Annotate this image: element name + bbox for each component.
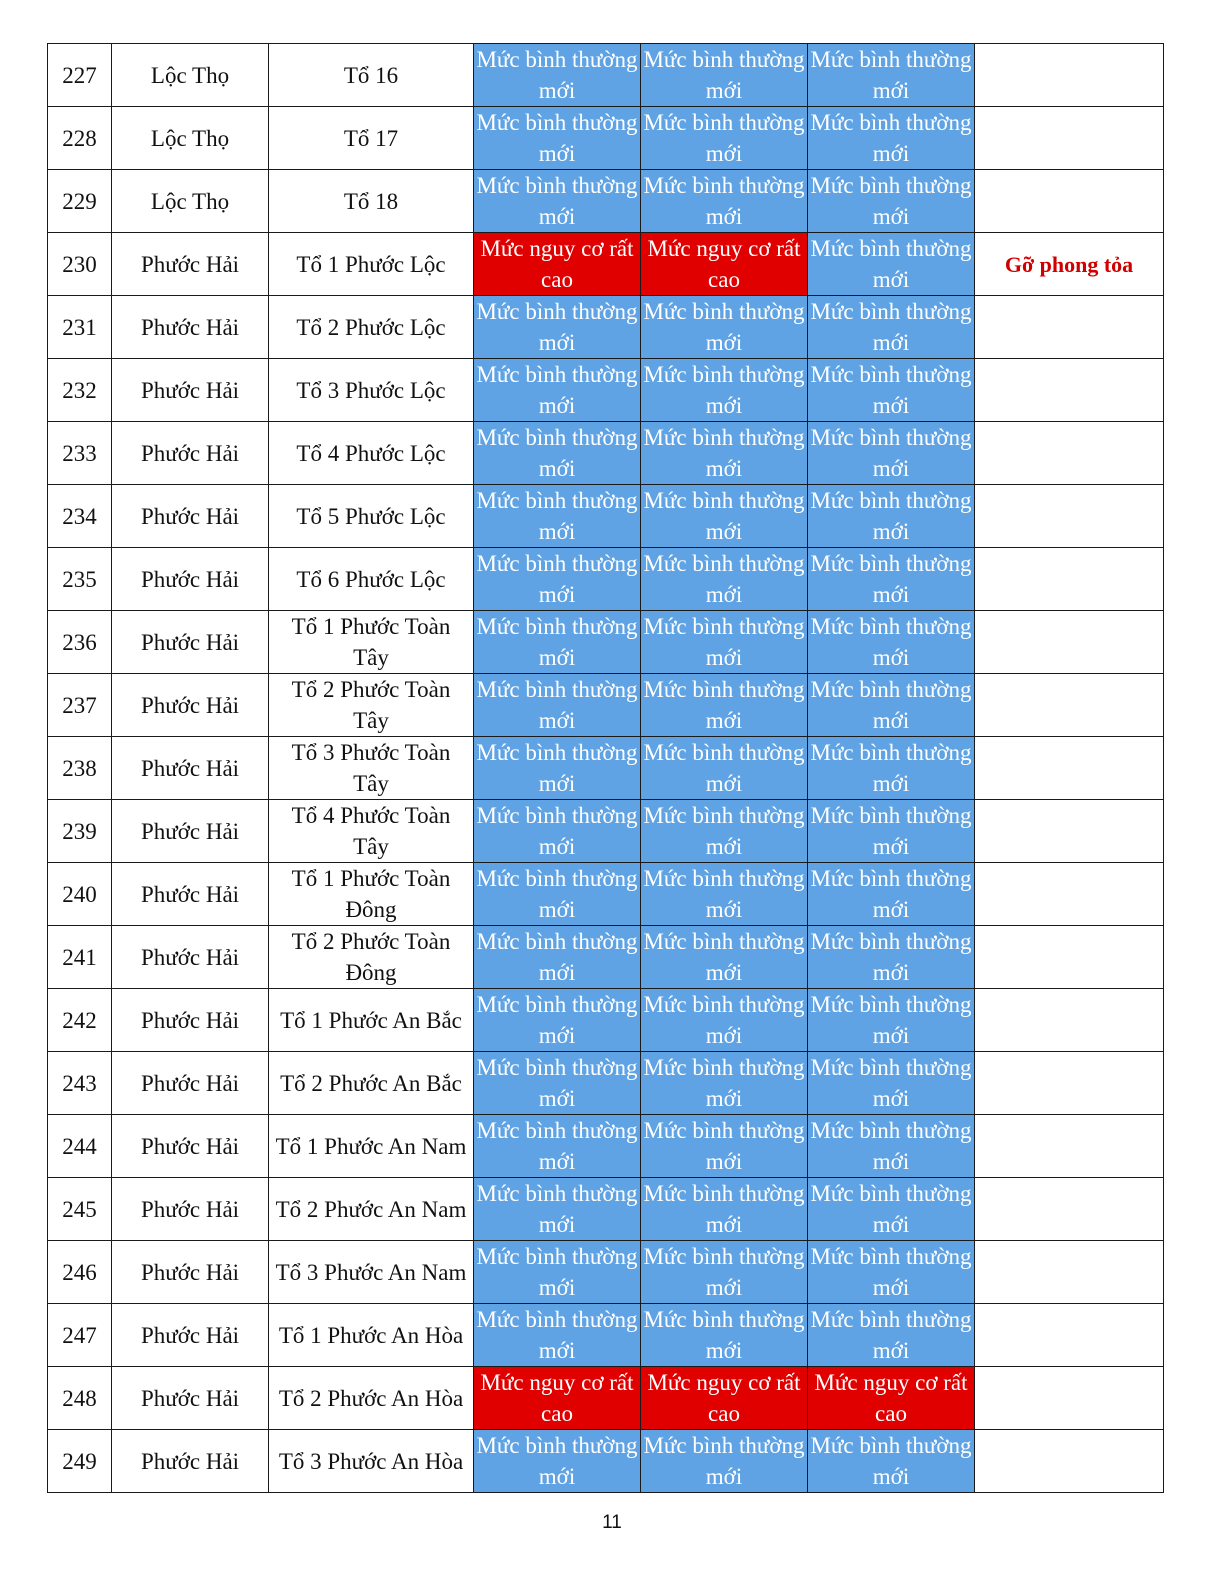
risk-level-cell: Mức bình thường mới bbox=[808, 674, 975, 737]
risk-level-cell: Mức bình thường mới bbox=[474, 44, 641, 107]
risk-level-cell: Mức nguy cơ rất cao bbox=[641, 233, 808, 296]
risk-level-cell: Mức bình thường mới bbox=[641, 44, 808, 107]
risk-level-cell: Mức bình thường mới bbox=[641, 674, 808, 737]
risk-level-cell: Mức bình thường mới bbox=[808, 737, 975, 800]
table-row bbox=[48, 1178, 1164, 1241]
row-number-cell: 248 bbox=[48, 1367, 112, 1430]
row-number-cell: 236 bbox=[48, 611, 112, 674]
risk-level-cell: Mức bình thường mới bbox=[808, 1304, 975, 1367]
risk-level-cell: Mức bình thường mới bbox=[474, 422, 641, 485]
row-number-cell: 242 bbox=[48, 989, 112, 1052]
group-cell: Tổ 3 Phước Lộc bbox=[269, 359, 474, 422]
note-cell bbox=[975, 674, 1164, 737]
risk-level-cell: Mức bình thường mới bbox=[808, 170, 975, 233]
row-number-cell: 229 bbox=[48, 170, 112, 233]
table-row bbox=[48, 44, 1164, 107]
risk-level-cell: Mức bình thường mới bbox=[474, 1430, 641, 1493]
ward-cell: Phước Hải bbox=[112, 1367, 269, 1430]
row-number-cell: 228 bbox=[48, 107, 112, 170]
risk-level-cell: Mức bình thường mới bbox=[808, 44, 975, 107]
group-cell: Tổ 2 Phước Toàn Đông bbox=[269, 926, 474, 989]
risk-level-cell: Mức bình thường mới bbox=[808, 1430, 975, 1493]
ward-cell: Phước Hải bbox=[112, 800, 269, 863]
risk-level-cell: Mức bình thường mới bbox=[808, 233, 975, 296]
table-row bbox=[48, 107, 1164, 170]
risk-level-cell: Mức bình thường mới bbox=[808, 107, 975, 170]
risk-level-cell: Mức bình thường mới bbox=[474, 296, 641, 359]
row-number-cell: 240 bbox=[48, 863, 112, 926]
ward-cell: Phước Hải bbox=[112, 296, 269, 359]
note-cell bbox=[975, 44, 1164, 107]
group-cell: Tổ 18 bbox=[269, 170, 474, 233]
risk-level-cell: Mức bình thường mới bbox=[808, 989, 975, 1052]
group-cell: Tổ 1 Phước Lộc bbox=[269, 233, 474, 296]
group-cell: Tổ 1 Phước An Hòa bbox=[269, 1304, 474, 1367]
group-cell: Tổ 2 Phước Toàn Tây bbox=[269, 674, 474, 737]
row-number-cell: 243 bbox=[48, 1052, 112, 1115]
group-cell: Tổ 2 Phước An Bắc bbox=[269, 1052, 474, 1115]
table-row bbox=[48, 863, 1164, 926]
group-cell: Tổ 1 Phước Toàn Tây bbox=[269, 611, 474, 674]
row-number-cell: 245 bbox=[48, 1178, 112, 1241]
risk-level-cell: Mức bình thường mới bbox=[808, 800, 975, 863]
group-cell: Tổ 1 Phước Toàn Đông bbox=[269, 863, 474, 926]
note-cell bbox=[975, 548, 1164, 611]
page-number: 11 bbox=[602, 1512, 622, 1533]
table-row bbox=[48, 170, 1164, 233]
note-cell bbox=[975, 1052, 1164, 1115]
ward-cell: Phước Hải bbox=[112, 548, 269, 611]
risk-level-cell: Mức bình thường mới bbox=[641, 1430, 808, 1493]
table-row bbox=[48, 548, 1164, 611]
risk-level-cell: Mức bình thường mới bbox=[808, 485, 975, 548]
risk-level-cell: Mức bình thường mới bbox=[808, 1241, 975, 1304]
note-cell bbox=[975, 1241, 1164, 1304]
risk-level-cell: Mức bình thường mới bbox=[808, 863, 975, 926]
risk-level-cell: Mức bình thường mới bbox=[641, 926, 808, 989]
table-row bbox=[48, 989, 1164, 1052]
ward-cell: Lộc Thọ bbox=[112, 170, 269, 233]
ward-cell: Phước Hải bbox=[112, 1304, 269, 1367]
risk-level-cell: Mức bình thường mới bbox=[474, 863, 641, 926]
note-cell bbox=[975, 485, 1164, 548]
group-cell: Tổ 4 Phước Toàn Tây bbox=[269, 800, 474, 863]
risk-level-cell: Mức bình thường mới bbox=[474, 800, 641, 863]
note-cell bbox=[975, 422, 1164, 485]
risk-level-cell: Mức bình thường mới bbox=[474, 1178, 641, 1241]
group-cell: Tổ 4 Phước Lộc bbox=[269, 422, 474, 485]
table-row bbox=[48, 611, 1164, 674]
row-number-cell: 233 bbox=[48, 422, 112, 485]
risk-level-cell: Mức bình thường mới bbox=[641, 485, 808, 548]
table-row bbox=[48, 800, 1164, 863]
group-cell: Tổ 2 Phước Lộc bbox=[269, 296, 474, 359]
risk-level-cell: Mức bình thường mới bbox=[641, 800, 808, 863]
note-cell bbox=[975, 989, 1164, 1052]
risk-level-cell: Mức bình thường mới bbox=[808, 422, 975, 485]
risk-level-cell: Mức bình thường mới bbox=[641, 1115, 808, 1178]
risk-level-cell: Mức nguy cơ rất cao bbox=[474, 1367, 641, 1430]
risk-level-cell: Mức bình thường mới bbox=[474, 926, 641, 989]
row-number-cell: 235 bbox=[48, 548, 112, 611]
risk-level-cell: Mức bình thường mới bbox=[808, 296, 975, 359]
risk-level-cell: Mức bình thường mới bbox=[641, 107, 808, 170]
note-cell bbox=[975, 107, 1164, 170]
row-number-cell: 230 bbox=[48, 233, 112, 296]
note-cell bbox=[975, 926, 1164, 989]
risk-level-cell: Mức bình thường mới bbox=[474, 548, 641, 611]
group-cell: Tổ 16 bbox=[269, 44, 474, 107]
ward-cell: Phước Hải bbox=[112, 485, 269, 548]
risk-level-cell: Mức nguy cơ rất cao bbox=[808, 1367, 975, 1430]
risk-level-cell: Mức bình thường mới bbox=[474, 1052, 641, 1115]
ward-cell: Phước Hải bbox=[112, 863, 269, 926]
row-number-cell: 241 bbox=[48, 926, 112, 989]
risk-level-table bbox=[47, 43, 1164, 1493]
note-cell bbox=[975, 170, 1164, 233]
group-cell: Tổ 3 Phước Toàn Tây bbox=[269, 737, 474, 800]
risk-level-cell: Mức bình thường mới bbox=[641, 737, 808, 800]
ward-cell: Phước Hải bbox=[112, 1115, 269, 1178]
row-number-cell: 232 bbox=[48, 359, 112, 422]
note-cell bbox=[975, 1367, 1164, 1430]
risk-level-cell: Mức bình thường mới bbox=[474, 989, 641, 1052]
risk-level-cell: Mức bình thường mới bbox=[808, 1052, 975, 1115]
table-row bbox=[48, 737, 1164, 800]
note-cell bbox=[975, 1178, 1164, 1241]
note-cell bbox=[975, 611, 1164, 674]
ward-cell: Lộc Thọ bbox=[112, 107, 269, 170]
risk-level-cell: Mức bình thường mới bbox=[641, 1178, 808, 1241]
risk-level-cell: Mức bình thường mới bbox=[641, 170, 808, 233]
risk-level-cell: Mức bình thường mới bbox=[808, 359, 975, 422]
risk-level-cell: Mức bình thường mới bbox=[641, 422, 808, 485]
ward-cell: Phước Hải bbox=[112, 737, 269, 800]
risk-level-cell: Mức bình thường mới bbox=[641, 863, 808, 926]
table-row bbox=[48, 926, 1164, 989]
risk-level-cell: Mức nguy cơ rất cao bbox=[641, 1367, 808, 1430]
row-number-cell: 239 bbox=[48, 800, 112, 863]
note-cell bbox=[975, 1304, 1164, 1367]
risk-level-cell: Mức bình thường mới bbox=[474, 1304, 641, 1367]
group-cell: Tổ 17 bbox=[269, 107, 474, 170]
ward-cell: Phước Hải bbox=[112, 989, 269, 1052]
table-row bbox=[48, 1241, 1164, 1304]
risk-level-cell: Mức bình thường mới bbox=[808, 1115, 975, 1178]
note-cell bbox=[975, 737, 1164, 800]
table-body bbox=[48, 44, 1164, 1493]
risk-level-cell: Mức bình thường mới bbox=[474, 485, 641, 548]
ward-cell: Phước Hải bbox=[112, 674, 269, 737]
note-cell bbox=[975, 863, 1164, 926]
note-cell bbox=[975, 800, 1164, 863]
risk-level-cell: Mức bình thường mới bbox=[474, 1115, 641, 1178]
risk-level-cell: Mức bình thường mới bbox=[474, 674, 641, 737]
table-row bbox=[48, 674, 1164, 737]
risk-level-cell: Mức bình thường mới bbox=[474, 359, 641, 422]
row-number-cell: 227 bbox=[48, 44, 112, 107]
ward-cell: Phước Hải bbox=[112, 422, 269, 485]
risk-level-cell: Mức bình thường mới bbox=[641, 296, 808, 359]
ward-cell: Phước Hải bbox=[112, 926, 269, 989]
table-row bbox=[48, 233, 1164, 296]
ward-cell: Phước Hải bbox=[112, 1052, 269, 1115]
note-cell bbox=[975, 296, 1164, 359]
ward-cell: Phước Hải bbox=[112, 1430, 269, 1493]
risk-level-cell: Mức bình thường mới bbox=[474, 1241, 641, 1304]
ward-cell: Lộc Thọ bbox=[112, 44, 269, 107]
table-row bbox=[48, 296, 1164, 359]
group-cell: Tổ 2 Phước An Hòa bbox=[269, 1367, 474, 1430]
risk-level-cell: Mức bình thường mới bbox=[808, 548, 975, 611]
row-number-cell: 237 bbox=[48, 674, 112, 737]
risk-level-cell: Mức bình thường mới bbox=[641, 359, 808, 422]
ward-cell: Phước Hải bbox=[112, 233, 269, 296]
table-row bbox=[48, 1304, 1164, 1367]
risk-level-cell: Mức bình thường mới bbox=[641, 989, 808, 1052]
group-cell: Tổ 1 Phước An Bắc bbox=[269, 989, 474, 1052]
group-cell: Tổ 6 Phước Lộc bbox=[269, 548, 474, 611]
risk-level-cell: Mức bình thường mới bbox=[641, 1304, 808, 1367]
row-number-cell: 249 bbox=[48, 1430, 112, 1493]
ward-cell: Phước Hải bbox=[112, 611, 269, 674]
table-row bbox=[48, 359, 1164, 422]
row-number-cell: 247 bbox=[48, 1304, 112, 1367]
note-cell: Gỡ phong tỏa bbox=[975, 233, 1164, 296]
row-number-cell: 244 bbox=[48, 1115, 112, 1178]
table-row bbox=[48, 485, 1164, 548]
risk-level-cell: Mức bình thường mới bbox=[474, 107, 641, 170]
table-row bbox=[48, 422, 1164, 485]
row-number-cell: 238 bbox=[48, 737, 112, 800]
ward-cell: Phước Hải bbox=[112, 1178, 269, 1241]
risk-level-cell: Mức nguy cơ rất cao bbox=[474, 233, 641, 296]
ward-cell: Phước Hải bbox=[112, 359, 269, 422]
row-number-cell: 231 bbox=[48, 296, 112, 359]
note-cell bbox=[975, 1430, 1164, 1493]
group-cell: Tổ 2 Phước An Nam bbox=[269, 1178, 474, 1241]
risk-level-cell: Mức bình thường mới bbox=[641, 548, 808, 611]
group-cell: Tổ 1 Phước An Nam bbox=[269, 1115, 474, 1178]
group-cell: Tổ 5 Phước Lộc bbox=[269, 485, 474, 548]
risk-level-cell: Mức bình thường mới bbox=[641, 1052, 808, 1115]
note-cell bbox=[975, 359, 1164, 422]
table-row bbox=[48, 1115, 1164, 1178]
risk-level-cell: Mức bình thường mới bbox=[808, 926, 975, 989]
risk-level-cell: Mức bình thường mới bbox=[808, 611, 975, 674]
risk-level-cell: Mức bình thường mới bbox=[641, 611, 808, 674]
group-cell: Tổ 3 Phước An Hòa bbox=[269, 1430, 474, 1493]
ward-cell: Phước Hải bbox=[112, 1241, 269, 1304]
note-cell bbox=[975, 1115, 1164, 1178]
row-number-cell: 246 bbox=[48, 1241, 112, 1304]
risk-level-cell: Mức bình thường mới bbox=[474, 737, 641, 800]
table-row bbox=[48, 1367, 1164, 1430]
group-cell: Tổ 3 Phước An Nam bbox=[269, 1241, 474, 1304]
table-row bbox=[48, 1430, 1164, 1493]
row-number-cell: 234 bbox=[48, 485, 112, 548]
table-row bbox=[48, 1052, 1164, 1115]
risk-level-cell: Mức bình thường mới bbox=[808, 1178, 975, 1241]
risk-level-cell: Mức bình thường mới bbox=[474, 170, 641, 233]
risk-level-cell: Mức bình thường mới bbox=[474, 611, 641, 674]
risk-level-cell: Mức bình thường mới bbox=[641, 1241, 808, 1304]
